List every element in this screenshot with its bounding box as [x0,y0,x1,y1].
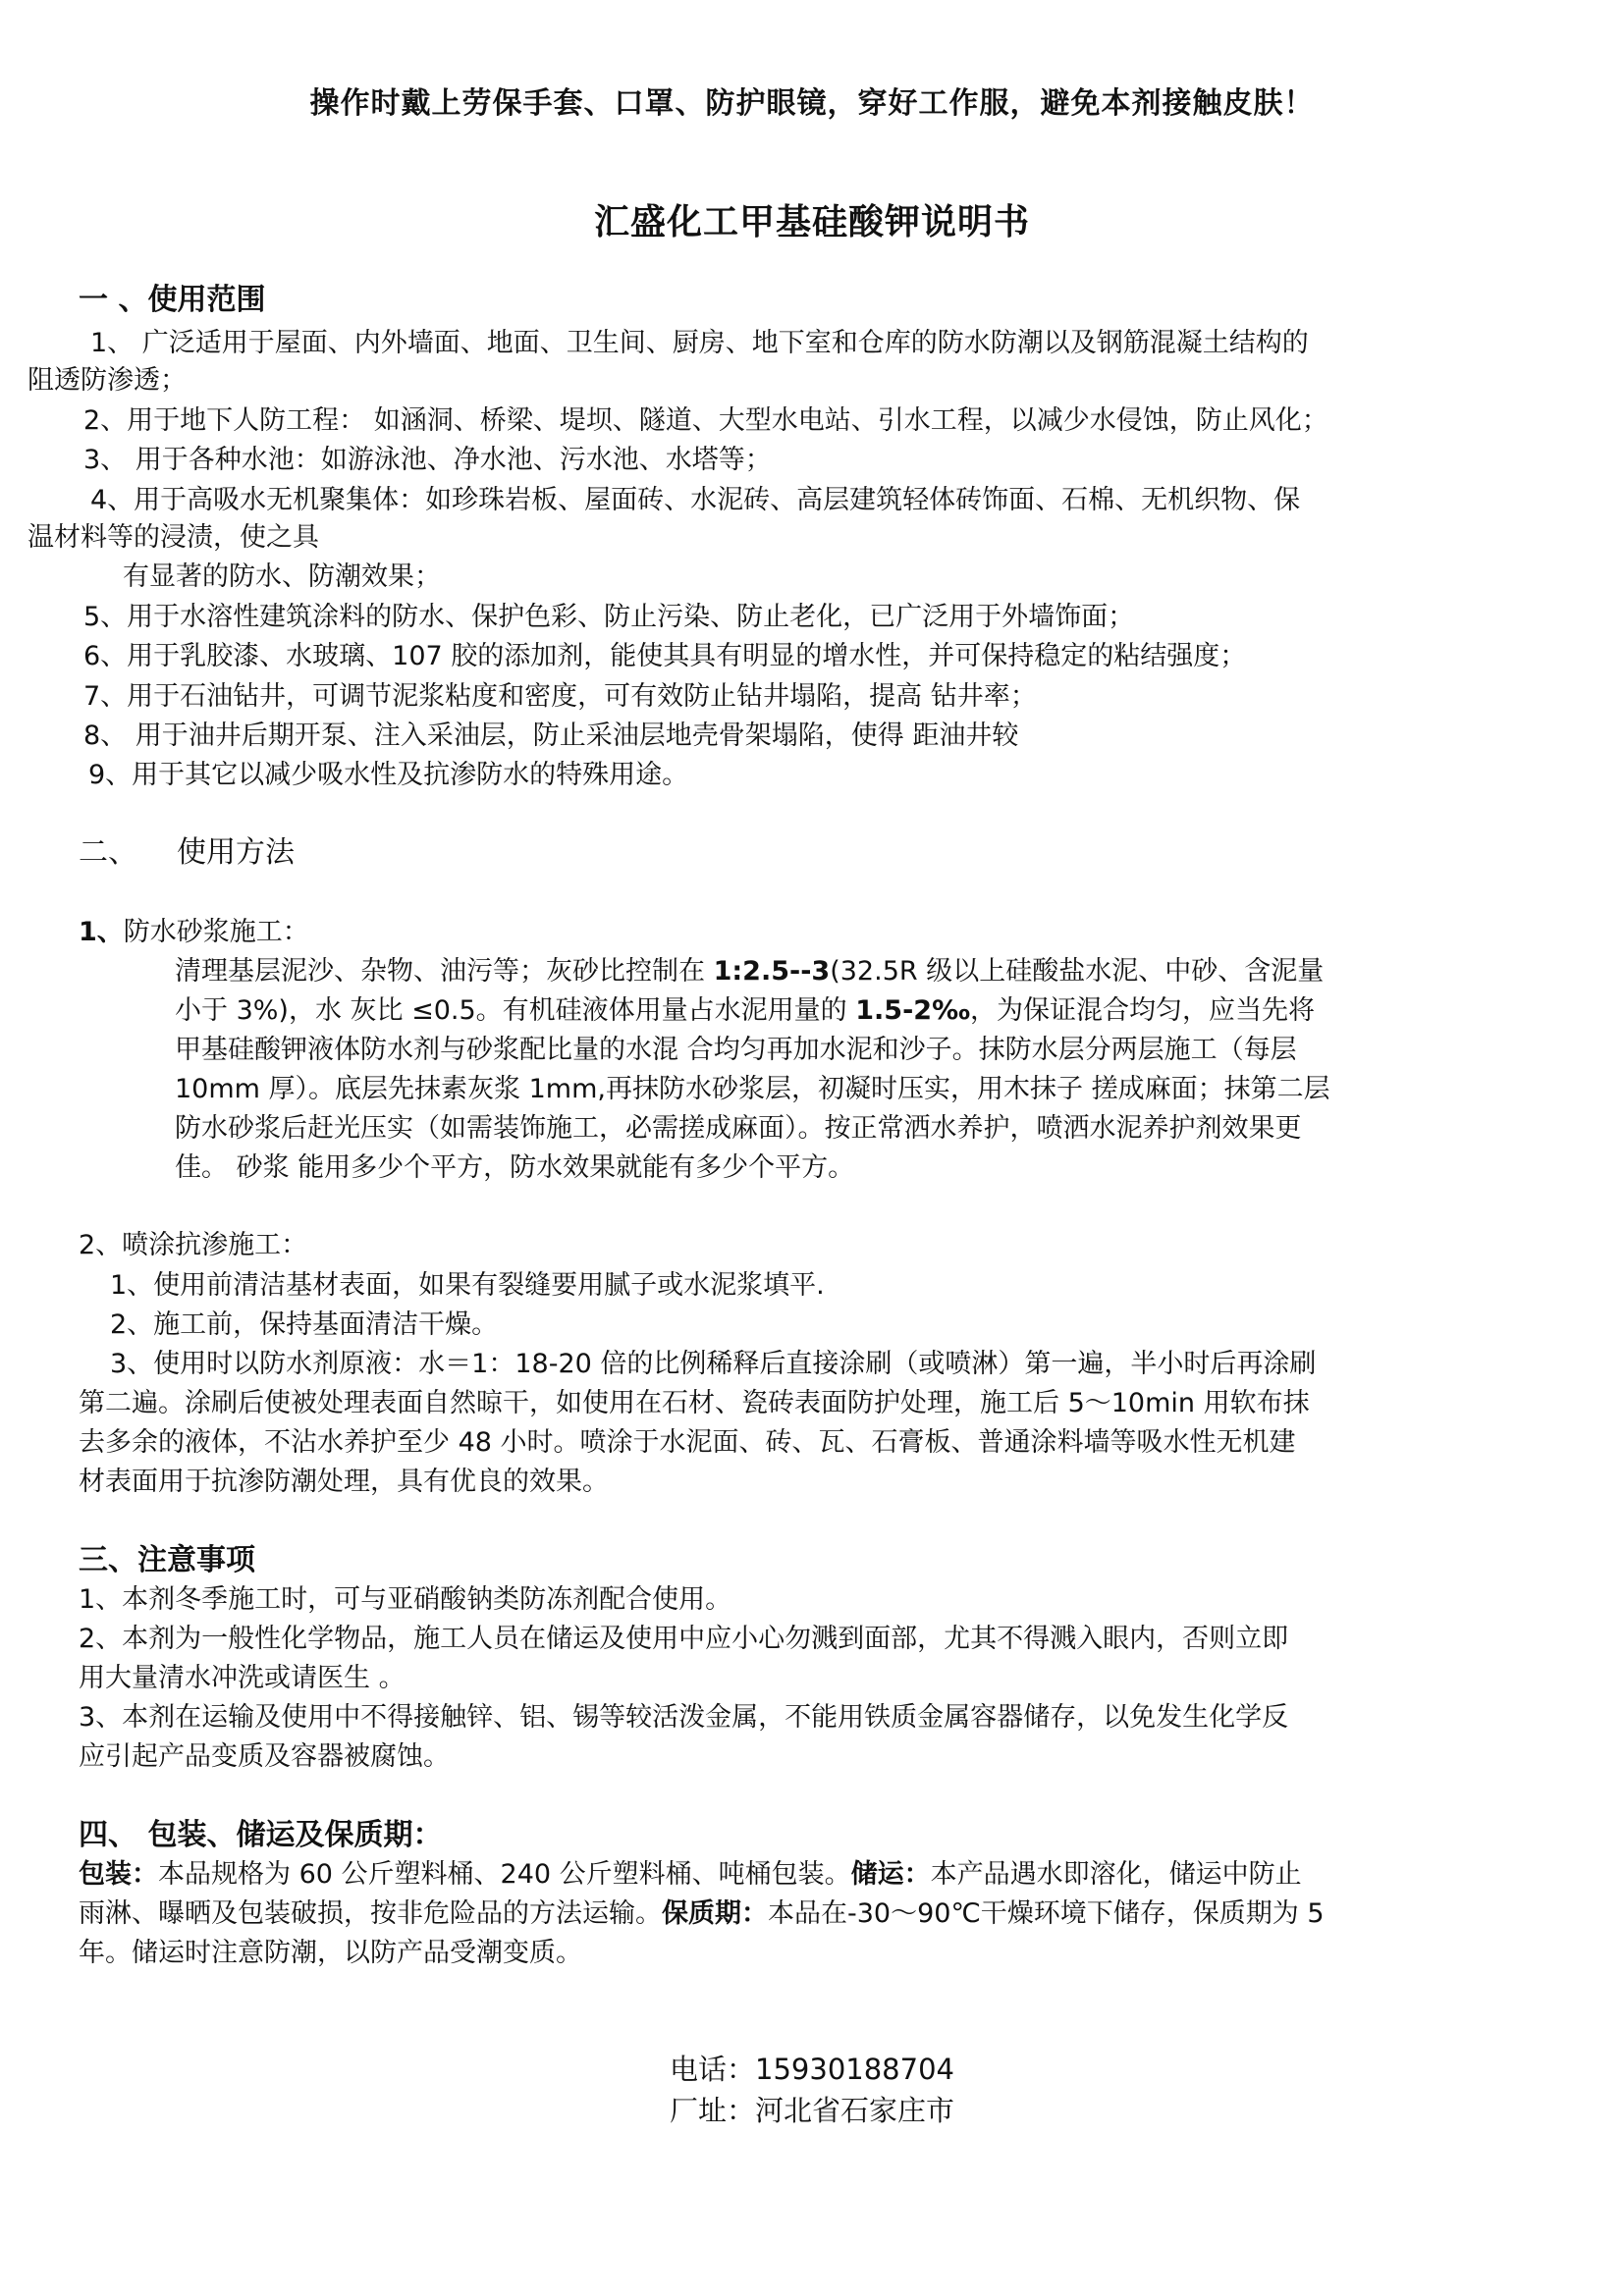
subsection-1-line: 甲基硅酸钾液体防水剂与砂浆配比量的水混 合均匀再加水泥和沙子。抹防水层分两层施工（每层 [175,1035,1297,1065]
section-4-line: 年。储运时注意防潮，以防产品受潮变质。 [79,1938,582,1968]
section-1-heading: 一 、使用范围 [79,283,266,317]
subsection-2-line: 2、施工前，保持基面清洁干燥。 [110,1309,499,1340]
subsection-2-line: 去多余的液体，不沾水养护至少 48 小时。喷涂于水泥面、砖、瓦、石膏板、普通涂料墙等吸水性无机建 [79,1427,1296,1458]
section-4-line: 包装：本品规格为 60 公斤塑料桶、240 公斤塑料桶、吨桶包装。储运：本产品遇水即溶化，储运中防止 [79,1859,1302,1890]
section-1-line: 7、用于石油钻井，可调节泥浆粘度和密度，可有效防止钻井塌陷，提高 钻井率； [83,681,1037,712]
section-1-line: 8、 用于油井后期开泵、注入采油层，防止采油层地壳骨架塌陷，使得 距油井较 [83,721,1019,751]
subsection-1-line: 防水砂浆后赶光压实（如需装饰施工，必需搓成麻面）。按正常洒水养护，喷洒水泥养护剂效果更 [175,1113,1302,1144]
contact-phone: 电话：15930188704 [670,2053,954,2086]
subsection-2-line: 第二遍。涂刷后使被处理表面自然晾干，如使用在石材、瓷砖表面防护处理，施工后 5～10min 用软布抹 [79,1388,1310,1418]
subsection-1-heading: 1、防水砂浆施工： [79,917,309,947]
subsection-2-line: 3、使用时以防水剂原液：水＝1：18-20 倍的比例稀释后直接涂刷（或喷淋）第一遍，半小时后再涂刷 [110,1349,1317,1379]
section-2-heading-number: 二、 [79,835,137,870]
section-1-line: 1、 广泛适用于屋面、内外墙面、地面、卫生间、厨房、地下室和仓库的防水防潮以及钢筋混凝土结构的 [90,328,1309,358]
section-3-line: 2、本剂为一般性化学物品，施工人员在储运及使用中应小心勿溅到面部，尤其不得溅入眼内，否则立即 [79,1624,1289,1654]
section-1-line: 有显著的防水、防潮效果； [123,561,441,592]
section-1-line: 6、用于乳胶漆、水玻璃、107 胶的添加剂，能使其具有明显的增水性，并可保持稳定的粘结强度； [83,641,1247,671]
section-3-line: 3、本剂在运输及使用中不得接触锌、铝、锡等较活泼金属，不能用铁质金属容器储存，以免发生化学反 [79,1702,1289,1733]
section-1-line: 4、用于高吸水无机聚集体：如珍珠岩板、屋面砖、水泥砖、高层建筑轻体砖饰面、石棉、无机织物、保 [90,485,1301,515]
subsection-2-line: 材表面用于抗渗防潮处理，具有优良的效果。 [79,1467,609,1497]
section-2-heading: 使用方法 [177,835,295,870]
section-1-line: 温材料等的浸渍，使之具 [27,522,319,553]
subsection-2-heading: 2、喷涂抗渗施工： [79,1230,308,1260]
contact-address: 厂址：河北省石家庄市 [669,2094,954,2127]
section-3-line: 用大量清水冲洗或请医生 。 [79,1663,406,1693]
section-3-heading: 三、注意事项 [79,1543,255,1577]
subsection-1-line: 佳。 砂浆 能用多少个平方，防水效果就能有多少个平方。 [175,1152,855,1183]
section-1-line: 阻透防渗透； [27,365,187,396]
subsection-1-line: 小于 3%)，水 灰比 ≤0.5。有机硅液体用量占水泥用量的 1.5-2‰，为保证混合均匀，应当先将 [175,995,1315,1026]
subsection-2-line: 1、使用前清洁基材表面，如果有裂缝要用腻子或水泥浆填平. [110,1270,825,1301]
section-4-line: 雨淋、曝晒及包装破损，按非危险品的方法运输。保质期：本品在-30～90℃干燥环境下储存，保质期为 5 [79,1898,1325,1929]
section-1-line: 9、用于其它以减少吸水性及抗渗防水的特殊用途。 [88,760,689,790]
section-1-line: 3、 用于各种水池：如游泳池、净水池、污水池、水塔等； [83,445,772,475]
safety-warning: 操作时戴上劳保手套、口罩、防护眼镜，穿好工作服，避免本剂接触皮肤！ [309,86,1315,121]
section-1-line: 5、用于水溶性建筑涂料的防水、保护色彩、防止污染、防止老化，已广泛用于外墙饰面； [83,602,1135,632]
subsection-1-line: 10mm 厚）。底层先抹素灰浆 1mm,再抹防水砂浆层，初凝时压实，用木抹子 搓成麻面；抹第二层 [175,1074,1330,1104]
section-4-heading: 四、 包装、储运及保质期： [79,1818,443,1852]
page-title: 汇盛化工甲基硅酸钾说明书 [593,202,1030,242]
section-1-line: 2、用于地下人防工程： 如涵洞、桥梁、堤坝、隧道、大型水电站、引水工程，以减少水侵蚀，防止风化； [83,405,1328,436]
subsection-1-line: 清理基层泥沙、杂物、油污等；灰砂比控制在 1:2.5--3(32.5R 级以上硅酸盐水泥、中砂、含泥量 [175,956,1325,987]
section-3-line: 1、本剂冬季施工时，可与亚硝酸钠类防冻剂配合使用。 [79,1584,732,1615]
section-3-line: 应引起产品变质及容器被腐蚀。 [79,1741,450,1772]
